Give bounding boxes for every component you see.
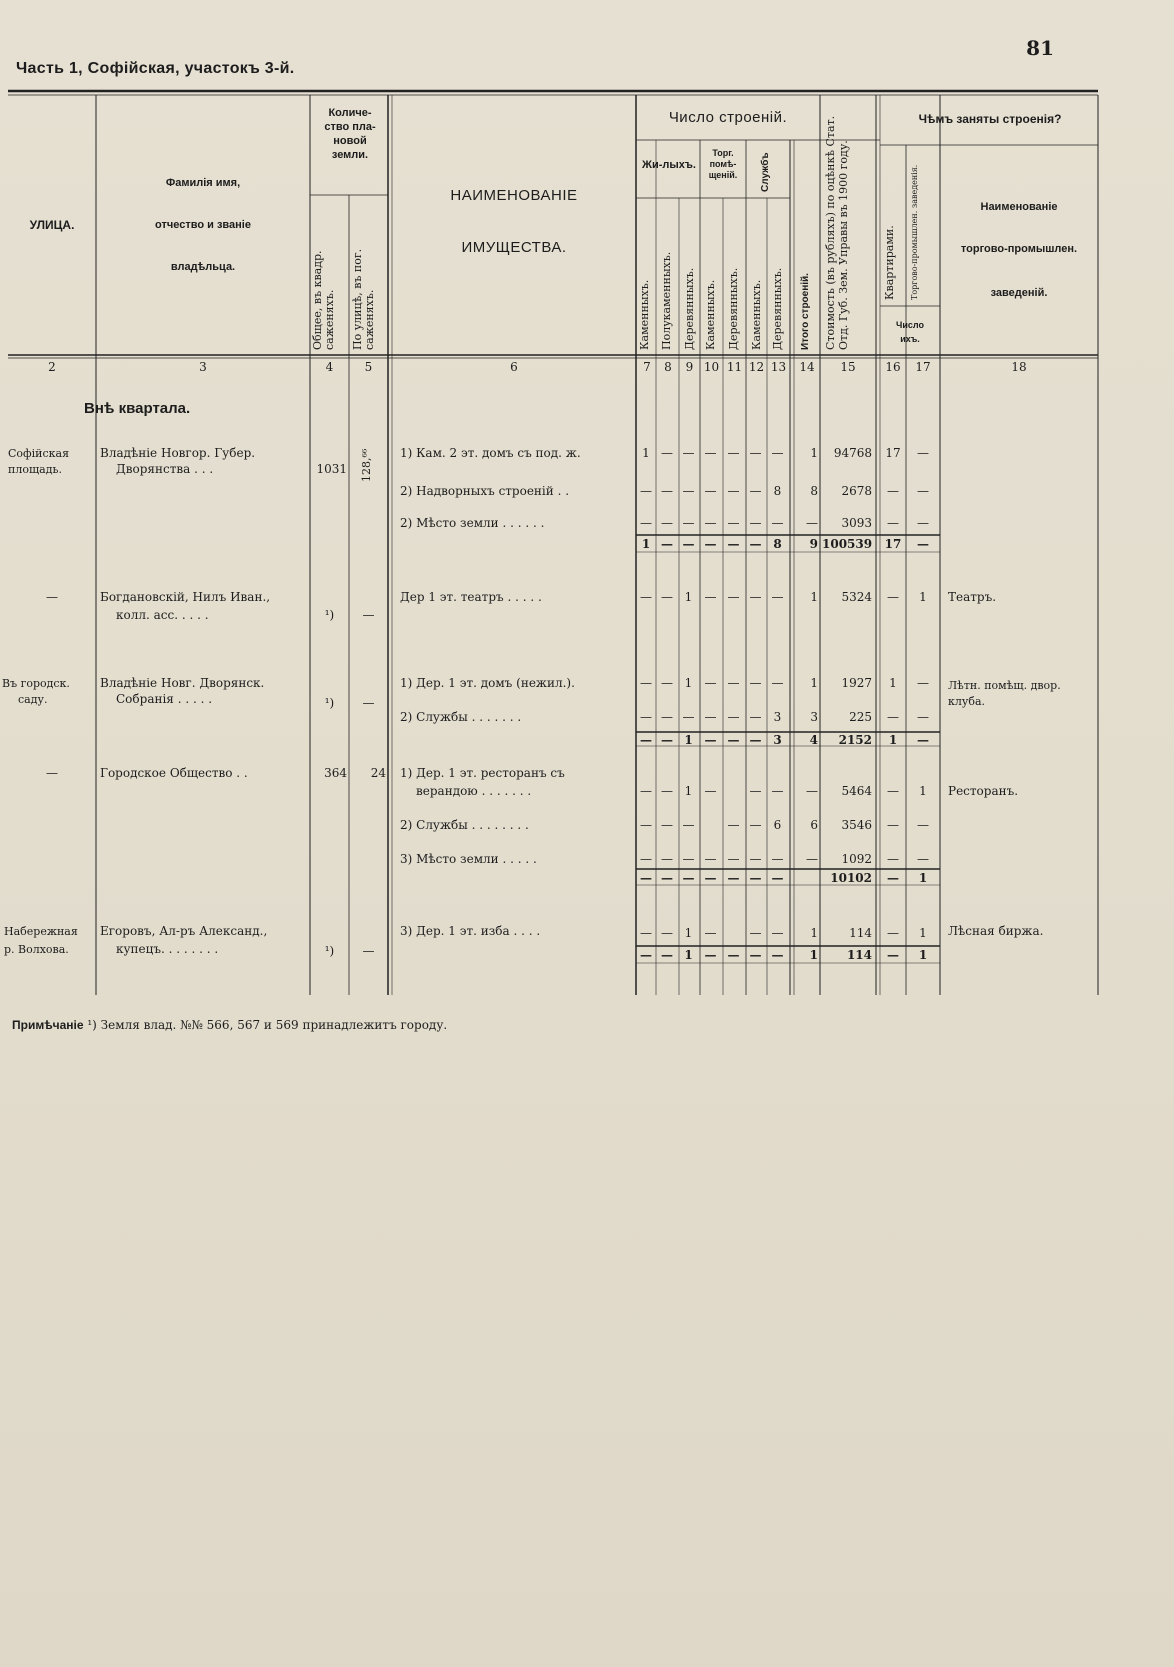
- property-item: 2) Службы . . . . . . . .: [400, 818, 529, 832]
- enterprises-cell: 1: [919, 784, 927, 798]
- building-count-cell: —: [640, 710, 652, 724]
- land-total: 364: [324, 766, 347, 780]
- land-total: 1031: [316, 462, 347, 476]
- apartments-cell: —: [887, 484, 899, 498]
- enterprises-cell: —: [917, 818, 929, 832]
- header-property-2: ИМУЩЕСТВА.: [461, 239, 567, 256]
- header-occupied-group: Чѣмъ заняты строенія?: [918, 112, 1062, 126]
- property-item: Дер 1 эт. театръ . . . . .: [400, 590, 542, 604]
- building-count-cell: 1: [684, 676, 693, 690]
- enterprises-cell: 1: [919, 926, 927, 940]
- apartments-cell: —: [887, 948, 899, 962]
- building-count-cell: —: [704, 926, 717, 940]
- building-count-cell: 1: [642, 446, 650, 460]
- property-item: 2) Службы . . . . . . .: [400, 710, 522, 724]
- header-land-group: Количе-ство пла-новой земли.: [324, 107, 376, 161]
- apartments-cell: —: [887, 590, 899, 604]
- building-count-cell: 1: [684, 590, 693, 604]
- property-item: верандою . . . . . . .: [416, 784, 532, 798]
- property-item: 1) Дер. 1 эт. домъ (нежил.).: [400, 676, 575, 690]
- street-name: Набережная: [4, 925, 78, 938]
- value-cell: 2678: [841, 484, 872, 498]
- header-semistone: Полукаменныхъ.: [660, 251, 673, 350]
- building-count-cell: —: [727, 818, 740, 832]
- building-count-cell: —: [640, 784, 652, 798]
- building-count-cell: —: [661, 484, 673, 498]
- enterprises-cell: 1: [918, 948, 928, 962]
- building-count-cell: 1: [684, 784, 693, 798]
- enterprises-cell: —: [917, 733, 929, 747]
- enterprises-cell: —: [917, 516, 929, 530]
- col-number: 18: [1011, 360, 1027, 374]
- col-number: 4: [325, 360, 334, 374]
- building-count-cell: —: [682, 871, 695, 885]
- building-count-cell: —: [771, 516, 784, 530]
- building-count-cell: 8: [773, 484, 782, 498]
- col-number: 7: [643, 360, 651, 374]
- enterprise-name: Театръ.: [948, 590, 997, 604]
- building-count-cell: —: [682, 818, 695, 832]
- building-count-cell: 1: [684, 926, 693, 940]
- owner-name: купецъ. . . . . . . .: [116, 942, 219, 956]
- building-count-cell: —: [661, 871, 673, 885]
- land-street: —: [362, 696, 375, 710]
- col-number: 10: [703, 360, 720, 374]
- building-count-cell: —: [727, 537, 740, 551]
- street-name: —: [46, 766, 58, 780]
- header-street: УЛИЦА.: [29, 218, 75, 232]
- building-count-cell: —: [661, 446, 673, 460]
- building-count-cell: 1: [684, 733, 693, 747]
- col-number: 13: [770, 360, 787, 374]
- header-value: Стоимость (въ рубляхъ) по оцѣнкѣ Стат. Отд. Губ. Зем. Управы въ 1900 году.: [824, 115, 850, 350]
- building-count-cell: —: [727, 446, 740, 460]
- value-cell: 5324: [841, 590, 872, 604]
- col-number: 17: [915, 360, 931, 374]
- value-cell: 2152: [838, 733, 872, 747]
- header-enterprise-name-3: заведеній.: [990, 287, 1048, 299]
- land-street: 24: [370, 766, 386, 780]
- building-count-cell: —: [661, 710, 673, 724]
- header-stone-3: Каменныхъ.: [750, 279, 763, 350]
- value-cell: 114: [849, 926, 872, 940]
- building-count-cell: —: [727, 516, 740, 530]
- building-count-cell: —: [704, 484, 717, 498]
- enterprises-cell: —: [917, 676, 929, 690]
- building-count-cell: —: [749, 710, 762, 724]
- col-number: 14: [799, 360, 815, 374]
- enterprises-cell: —: [917, 446, 929, 460]
- col-number: 16: [885, 360, 901, 374]
- building-count-cell: —: [749, 446, 762, 460]
- header-total-buildings: Итого строеній.: [800, 273, 811, 350]
- land-street: —: [362, 944, 375, 958]
- owner-name: Владѣніе Новгор. Губер.: [100, 446, 256, 460]
- header-residential: Жи-лыхъ.: [642, 159, 696, 171]
- building-count-cell: —: [682, 516, 695, 530]
- header-wooden-2: Деревянныхъ.: [727, 267, 740, 350]
- building-count-cell: —: [682, 446, 695, 460]
- street-name: Софійская: [8, 447, 70, 460]
- building-count-cell: —: [771, 871, 784, 885]
- building-count-cell: —: [749, 871, 762, 885]
- value-cell: 1927: [841, 676, 872, 690]
- enterprise-name: Лѣтн. помѣщ. двор.: [948, 679, 1061, 692]
- building-count-cell: —: [640, 516, 652, 530]
- building-count-cell: —: [704, 948, 717, 962]
- value-cell: 3093: [841, 516, 872, 530]
- building-count-cell: 3: [773, 710, 782, 724]
- building-count-cell: —: [661, 676, 673, 690]
- building-count-cell: —: [727, 948, 740, 962]
- building-count-cell: —: [771, 590, 784, 604]
- apartments-cell: —: [887, 818, 899, 832]
- col-number: 8: [664, 360, 672, 374]
- land-total: ¹): [324, 944, 335, 958]
- header-owner-1: Фамилія имя,: [165, 177, 241, 189]
- building-count-cell: —: [771, 948, 784, 962]
- building-count-cell: —: [661, 733, 673, 747]
- apartments-cell: 17: [884, 537, 902, 551]
- building-count-cell: —: [682, 484, 695, 498]
- building-count-cell: 6: [773, 818, 782, 832]
- street-name: р. Волхова.: [4, 943, 69, 956]
- header-commercial: Торг. помѣ-щеній.: [708, 148, 738, 180]
- enterprises-cell: —: [917, 710, 929, 724]
- building-count-cell: 8: [810, 484, 818, 498]
- building-count-cell: —: [682, 537, 695, 551]
- building-count-cell: —: [727, 484, 740, 498]
- building-count-cell: —: [704, 784, 717, 798]
- building-count-cell: —: [661, 926, 673, 940]
- building-count-cell: —: [640, 818, 652, 832]
- building-count-cell: —: [749, 484, 762, 498]
- header-land-total: Общее, въ квадр. саженяхъ.: [311, 250, 336, 350]
- owner-name: Егоровъ, Ал-ръ Александ.,: [100, 924, 268, 938]
- col-number: 15: [840, 360, 856, 374]
- owner-name: Городское Общество . .: [100, 766, 248, 780]
- building-count-cell: —: [749, 590, 762, 604]
- building-count-cell: 1: [810, 676, 818, 690]
- building-count-cell: —: [749, 852, 762, 866]
- building-count-cell: —: [661, 948, 673, 962]
- street-name: саду.: [18, 693, 48, 706]
- building-count-cell: —: [661, 516, 673, 530]
- apartments-cell: —: [887, 852, 899, 866]
- value-cell: 5464: [841, 784, 872, 798]
- col-number: 6: [510, 360, 518, 374]
- value-cell: 3546: [841, 818, 872, 832]
- owner-name: колл. асс. . . . .: [116, 608, 209, 622]
- land-total: ¹): [324, 696, 335, 710]
- header-enterprise-name-2: торгово-промышлен.: [960, 243, 1078, 255]
- building-count-cell: —: [806, 852, 818, 866]
- building-count-cell: 1: [809, 948, 818, 962]
- header-buildings-group: Число строеній.: [668, 109, 788, 126]
- value-cell: 94768: [833, 446, 872, 460]
- building-count-cell: 3: [773, 733, 782, 747]
- street-name: —: [46, 590, 58, 604]
- building-count-cell: —: [640, 852, 652, 866]
- apartments-cell: —: [887, 926, 899, 940]
- property-item: 2) Надворныхъ строеній . .: [400, 484, 570, 498]
- building-count-cell: —: [704, 852, 717, 866]
- apartments-cell: 17: [885, 446, 901, 460]
- building-count-cell: 6: [810, 818, 818, 832]
- building-count-cell: —: [704, 676, 717, 690]
- building-count-cell: —: [661, 784, 673, 798]
- building-count-cell: —: [640, 484, 652, 498]
- col-number: 2: [48, 360, 56, 374]
- apartments-cell: —: [887, 871, 899, 885]
- page-number: 81: [1026, 36, 1054, 60]
- building-count-cell: —: [806, 516, 818, 530]
- header-land-street: По улицѣ, въ пог. саженяхъ.: [351, 248, 376, 350]
- building-count-cell: 1: [641, 537, 651, 551]
- header-stone-1: Каменныхъ.: [638, 279, 651, 350]
- building-count-cell: 8: [773, 537, 782, 551]
- apartments-cell: —: [887, 516, 899, 530]
- enterprises-cell: —: [917, 537, 929, 551]
- building-count-cell: —: [771, 676, 784, 690]
- building-count-cell: —: [771, 852, 784, 866]
- building-count-cell: —: [704, 590, 717, 604]
- building-count-cell: —: [771, 926, 784, 940]
- building-count-cell: —: [640, 590, 652, 604]
- enterprises-cell: —: [917, 852, 929, 866]
- building-count-cell: —: [749, 948, 762, 962]
- building-count-cell: —: [704, 516, 717, 530]
- building-count-cell: —: [682, 710, 695, 724]
- building-count-cell: —: [704, 537, 717, 551]
- owner-name: Владѣніе Новг. Дворянск.: [100, 676, 265, 690]
- property-item: 1) Дер. 1 эт. ресторанъ съ: [400, 766, 565, 780]
- land-total: ¹): [324, 608, 335, 622]
- land-street: 128,⁶⁶: [360, 448, 373, 482]
- building-count-cell: —: [661, 537, 673, 551]
- building-count-cell: —: [727, 676, 740, 690]
- running-head: Часть 1, Софійская, участокъ 3-й.: [16, 60, 295, 77]
- col-number: 12: [748, 360, 765, 374]
- apartments-cell: —: [887, 784, 899, 798]
- building-count-cell: —: [640, 733, 652, 747]
- property-item: 1) Кам. 2 эт. домъ съ под. ж.: [400, 446, 581, 460]
- footnote-text: ¹) Земля влад. №№ 566, 567 и 569 принадлежитъ городу.: [83, 1018, 448, 1032]
- building-count-cell: —: [704, 710, 717, 724]
- value-cell: 10102: [830, 871, 872, 885]
- building-count-cell: —: [704, 871, 717, 885]
- header-count-2: ихъ.: [900, 334, 920, 344]
- col-number: 9: [685, 360, 694, 374]
- building-count-cell: —: [749, 926, 762, 940]
- value-cell: 100539: [822, 537, 873, 551]
- building-count-cell: —: [727, 710, 740, 724]
- header-owner-3: владѣльца.: [170, 261, 236, 273]
- header-count-1: Число: [896, 320, 924, 330]
- enterprise-name: клуба.: [948, 695, 986, 708]
- building-count-cell: —: [661, 590, 673, 604]
- header-wooden-3: Деревянныхъ.: [771, 267, 784, 350]
- building-count-cell: —: [704, 733, 717, 747]
- building-count-cell: —: [704, 446, 717, 460]
- building-count-cell: —: [640, 871, 652, 885]
- building-count-cell: —: [749, 516, 762, 530]
- value-cell: 225: [849, 710, 872, 724]
- building-count-cell: 4: [809, 733, 818, 747]
- enterprise-name: Лѣсная биржа.: [948, 924, 1044, 938]
- building-count-cell: —: [682, 852, 695, 866]
- header-stone-2: Каменныхъ.: [704, 279, 717, 350]
- building-count-cell: 9: [809, 537, 818, 551]
- building-count-cell: —: [749, 818, 762, 832]
- col-number: 11: [726, 360, 743, 374]
- value-cell: 114: [846, 948, 872, 962]
- owner-name: Богдановскій, Нилъ Иван.,: [100, 590, 271, 604]
- building-count-cell: —: [806, 784, 818, 798]
- header-apartments: Квартирами.: [883, 225, 896, 300]
- building-count-cell: 1: [810, 926, 818, 940]
- enterprises-cell: 1: [918, 871, 928, 885]
- building-count-cell: —: [749, 733, 762, 747]
- building-count-cell: —: [727, 733, 740, 747]
- building-count-cell: —: [640, 948, 652, 962]
- header-enterprises: Торгово-промышлен. заведенія.: [910, 164, 919, 300]
- footnote-label: Примѣчаніе: [12, 1018, 84, 1032]
- header-owner-2: отчество и званіе: [155, 219, 251, 231]
- property-item: 2) Мѣсто земли . . . . . .: [400, 516, 545, 530]
- building-count-cell: —: [749, 784, 762, 798]
- building-count-cell: —: [749, 676, 762, 690]
- building-count-cell: —: [727, 590, 740, 604]
- enterprise-name: Ресторанъ.: [948, 784, 1019, 798]
- apartments-cell: 1: [889, 676, 897, 690]
- owner-name: Собранія . . . . .: [116, 692, 213, 706]
- building-count-cell: —: [727, 852, 740, 866]
- building-count-cell: —: [661, 818, 673, 832]
- building-count-cell: —: [727, 871, 740, 885]
- building-count-cell: —: [640, 676, 652, 690]
- value-cell: 1092: [841, 852, 872, 866]
- street-name: Въ городск.: [2, 677, 70, 690]
- land-street: —: [362, 608, 375, 622]
- building-count-cell: 1: [810, 446, 818, 460]
- footnote: [12, 1018, 447, 1033]
- building-count-cell: 1: [810, 590, 818, 604]
- building-count-cell: 1: [684, 948, 693, 962]
- building-count-cell: 3: [810, 710, 818, 724]
- header-property-1: НАИМЕНОВАНІЕ: [450, 187, 578, 204]
- section-title: Внѣ квартала.: [84, 400, 191, 417]
- building-count-cell: —: [640, 926, 652, 940]
- enterprises-cell: —: [917, 484, 929, 498]
- col-number: 3: [199, 360, 207, 374]
- owner-name: Дворянства . . .: [116, 462, 214, 476]
- building-count-cell: —: [749, 537, 762, 551]
- apartments-cell: —: [887, 710, 899, 724]
- header-service: Службъ: [760, 152, 771, 192]
- property-item: 3) Мѣсто земли . . . . .: [400, 852, 537, 866]
- enterprises-cell: 1: [919, 590, 927, 604]
- header-enterprise-name-1: Наименованіе: [980, 201, 1058, 213]
- apartments-cell: 1: [888, 733, 898, 747]
- building-count-cell: —: [771, 446, 784, 460]
- header-wooden-1: Деревянныхъ.: [683, 267, 696, 350]
- street-name: площадь.: [8, 463, 62, 476]
- property-item: 3) Дер. 1 эт. изба . . . .: [400, 924, 541, 938]
- building-count-cell: —: [661, 852, 673, 866]
- col-number: 5: [364, 360, 373, 374]
- building-count-cell: —: [771, 784, 784, 798]
